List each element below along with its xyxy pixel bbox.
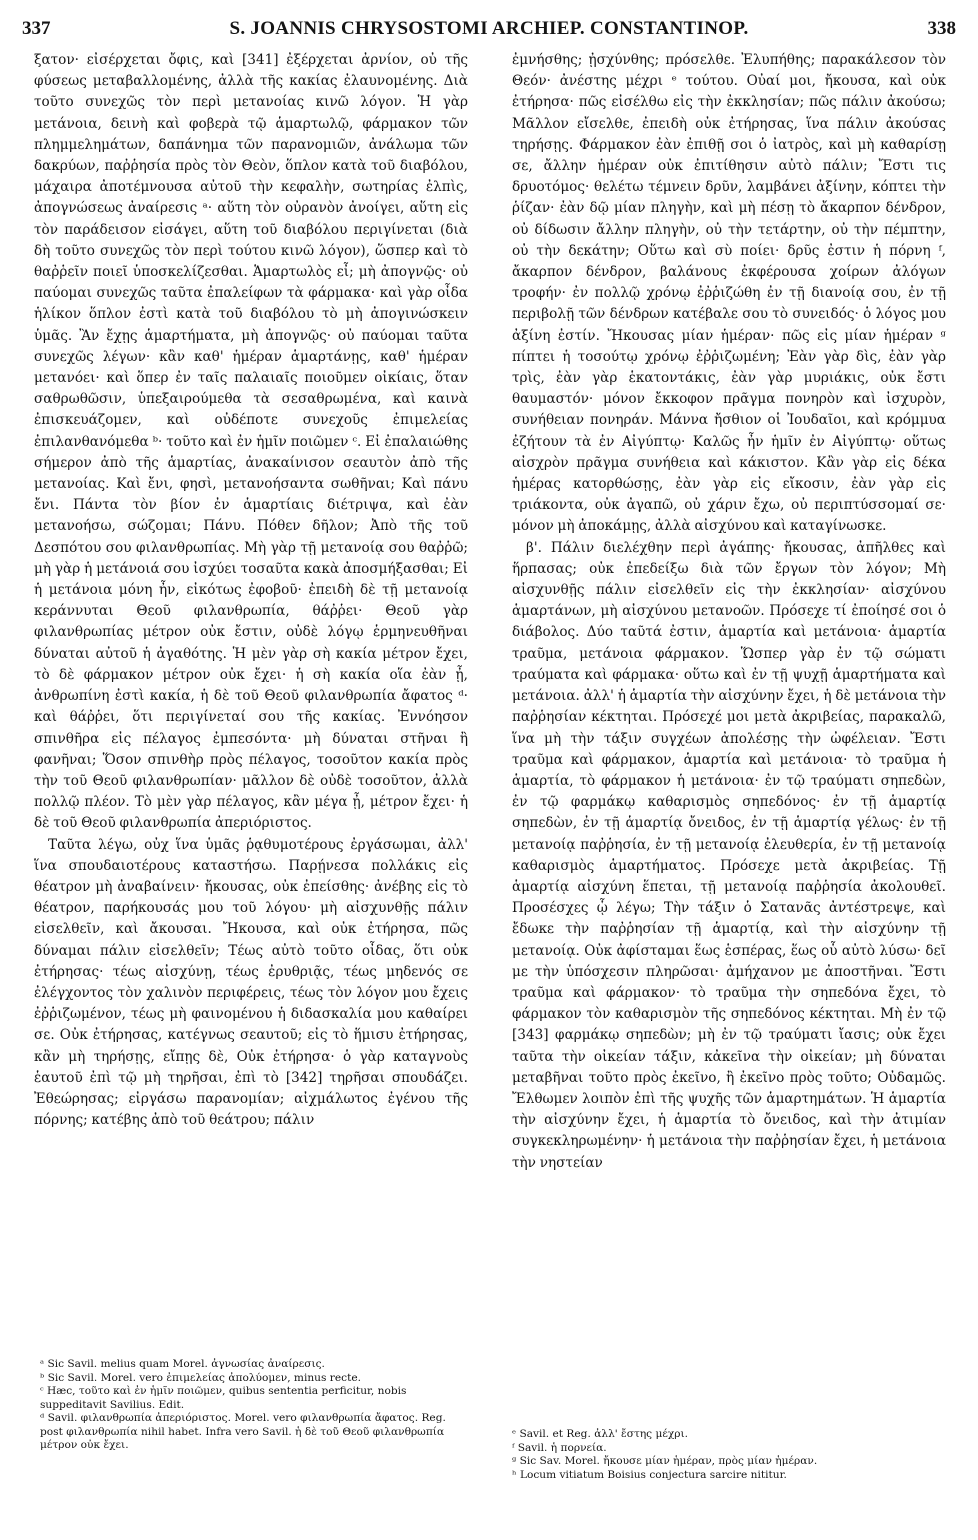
left-paragraph-2: Ταῦτα λέγω, οὐχ ἵνα ὑμᾶς ῥᾳθυμοτέρους ἐργάσωμαι, ἀλλ' ἵνα σπουδαιοτέρους καταστήσω. Παρῄνεσα πολλάκις εἰς θέατρον μὴ ἀναβαίνειν· ἤκουσας, οὐκ ἐπείσθης· ἀνέβης εἰς τὸ θέατρον, παρήκουσάς μου τοῦ λόγου· μὴ αἰσχυνθῇς πάλιν εἰσελθεῖν, καὶ ἄκουσαι. Ἤκουσα, καὶ οὐκ ἐτήρησα, πῶς δύναμαι πάλιν εἰσελθεῖν; Τέως αὐτὸ τοῦτο οἶδας, ὅτι οὐκ ἐτήρησας· τέως αἰσχύνῃ, τέως ἐρυθριᾷς, τέως μηδενός σε ἐλέγχοντος τὸν χαλινὸν περιφέρεις, τέως τὸν λόγον μου ἔχεις ἐῤῥιζωμένον, τέως μὴ φαινομένου ἡ διδασκαλία μου καθαίρει σε. Οὐκ ἐτήρησας, κατέγνως σεαυτοῦ; εἰς τὸ ἥμισυ ἐτήρησας, κἂν μὴ τηρήσῃς, εἴπῃς δὲ, Οὐκ ἐτήρησα· ὁ γὰρ καταγνοὺς ἑαυτοῦ ἐπὶ τῷ μὴ τηρῆσαι, ἐπὶ τὸ [342] τηρῆσαι σπουδάζει. Ἐθεώρησας; εἰργάσω παρανομίαν; αἰχμάλωτος ἐγένου τῆς πόρνης; κατέβης ἀπὸ τοῦ θεάτρου; πάλιν — [34, 836, 468, 1129]
right-footnotes — [512, 1428, 942, 1482]
footnote-g: ᵍ Sic Sav. Morel. ἤκουσε μίαν ἡμέραν, πρὸς μίαν ἡμέραν. — [512, 1455, 818, 1467]
footnote-e: ᵉ Savil. et Reg. ἀλλ' ἔστης μέχρι. — [512, 1428, 689, 1440]
left-page-number: 337 — [22, 18, 51, 39]
footnote-a: ᵃ Sic Savil. melius quam Morel. ἀγνωσίας ἀναίρεσις. — [40, 1358, 325, 1370]
footnote-f: ᶠ Savil. ἡ πορνεία. — [512, 1441, 607, 1454]
right-paragraph-1: ἐμνήσθης; ᾐσχύνθης; πρόσελθε. Ἐλυπήθης; παρακάλεσον τὸν Θεόν· ἀνέστης μέχρι ᵉ τούτου. Οὐαί μοι, ἤκουσα, καὶ οὐκ ἐτήρησα· πῶς εἰσέλθω εἰς τὴν ἐκκλησίαν; πῶς πάλιν ἀκούσω; Μᾶλλον εἴσελθε, ἐπειδὴ οὐκ ἐτήρησας, ἵνα πάλιν ἀκούσας τηρήσῃς. Φάρμακον ἐὰν ἐπιθῇ σοι ὁ ἰατρὸς, καὶ μὴ καθαρίσῃ σε, ἄλλην ἡμέραν οὐκ ἐπιτίθησιν αὐτὸ πάλιν; Ἔστι τις δρυοτόμος· θελέτω τέμνειν δρῦν, λαμβάνει ἀξίνην, κόπτει τὴν ῥίζαν· ἐὰν δῷ μίαν πληγὴν, καὶ μὴ πέσῃ τὸ ἄκαρπον δένδρον, οὐ δίδωσιν ἄλλην πληγὴν, οὐ τὴν τετάρτην, οὐ τὴν πέμπτην, οὐ τὴν δεκάτην; Οὕτω καὶ σὺ ποίει· δρῦς ἐστιν ἡ πόρνη ᶠ, ἄκαρπον δένδρον, βαλάνους ἐκφέρουσα χοίρων ἀλόγων τροφήν· ἐν πολλῷ χρόνῳ ἐῤῥιζώθη ἐν τῇ διανοίᾳ σου, ἐν τῇ περιβολῇ τῶν δένδρων κατέβαλε σου τὸ συνειδός· ὁ λόγος μου ἀξίνη ἐστίν. Ἤκουσας μίαν ἡμέραν· πῶς εἰς μίαν ἡμέραν ᵍ πίπτει ἡ τοσούτῳ χρόνῳ ἐῤῥιζωμένη; Ἐὰν γὰρ δὶς, ἐὰν γὰρ τρὶς, ἐὰν γὰρ ἑκατοντάκις, ἐὰν γὰρ μυριάκις, οὐκ ἔστι θαυμαστόν· μόνον ἔκκοφον πρᾶγμα πονηρὸν καὶ ἰσχυρὸν, συνήθειαν πονηράν. Μάννα ἤσθιον οἱ Ἰουδαῖοι, καὶ κρόμμυα ἐζήτουν τὰ ἐν Αἰγύπτῳ· Καλῶς ἦν ἡμῖν ἐν Αἰγύπτῳ· οὕτως αἰσχρὸν πρᾶγμα συνήθεια καὶ κάκιστον. Κἂν γὰρ εἰς δέκα ἡμέρας κατορθώσῃς, ἐὰν γὰρ εἰς εἴκοσιν, ἐὰν γὰρ εἰς τριάκοντα, οὐκ ἀγαπῶ, οὐ χάριν ἔχω, οὐ περιπτύσσομαί σε· μόνον μὴ ἀποκάμῃς, ἀλλὰ αἰσχύνου καὶ καταγίνωσκε. — [512, 52, 946, 535]
footnote-b: ᵇ Sic Savil. Morel. vero ἐπιμελείας ἀπολύομεν, minus recte. — [40, 1371, 361, 1384]
footnote-h: ʰ Locum vitiatum Boisius conjectura sarcire nititur. — [512, 1468, 787, 1481]
right-page-number: 338 — [927, 18, 956, 39]
left-text-column — [34, 50, 468, 1131]
right-text-column — [512, 50, 946, 1174]
left-paragraph-1: ξατον· εἰσέρχεται ὄφις, καὶ [341] ἐξέρχεται ἀρνίον, οὐ τῆς φύσεως μεταβαλλομένης, ἀλλὰ τῆς κακίας ἐλαυνομένης. Διὰ τοῦτο συνεχῶς τὸν περὶ μετανοίας κινῶ λόγον. Ἡ γὰρ μετάνοια, δεινὴ καὶ φοβερὰ τῷ ἁμαρτωλῷ, φάρμακον τῶν πλημμελημάτων, δαπάνημα τῶν παρανομιῶν, ἀνάλωμα τῶν δακρύων, παῤῥησία πρὸς τὸν Θεὸν, ὅπλον κατὰ τοῦ διαβόλου, μάχαιρα ἀποτέμνουσα αὐτοῦ τὴν κεφαλὴν, σωτηρίας ἐλπὶς, ἀπογνώσεως ἀναίρεσις ᵃ· αὕτη τὸν οὐρανὸν ἀνοίγει, αὕτη εἰς τὸν παράδεισον εἰσάγει, αὕτη τοῦ διαβόλου περιγίνεται (διὰ δὴ τοῦτο συνεχῶς τὸν περὶ τούτου κινῶ λόγον), ὥσπερ καὶ τὸ θαῤῥεῖν ποιεῖ ὑποσκελίζεσθαι. Ἁμαρτωλὸς εἶ; μὴ ἀπογνῷς· οὐ παύομαι συνεχῶς ταῦτα ἐπαλείφων τὰ φάρμακα· καὶ γὰρ οἶδα ἡλίκον ὅπλον ἐστὶ κατὰ τοῦ διαβόλου τὸ μὴ ἀπογινώσκειν ὑμᾶς. Ἂν ἔχῃς ἁμαρτήματα, μὴ ἀπογνῷς· οὐ παύομαι ταῦτα συνεχῶς λέγων· κἂν καθ' ἡμέραν ἁμαρτάνῃς, καθ' ἡμέραν μετανόει· καὶ ὅπερ ἐν ταῖς παλαιαῖς ποιοῦμεν οἰκίαις, ὅταν σαθρωθῶσιν, ὑπεξαιρούμεθα τὰ σεσαθρωμένα, καὶ καινὰ ἐπισκευάζομεν, καὶ οὐδέποτε συνεχοῦς ἐπιμελείας ἐπιλανθανόμεθα ᵇ· τοῦτο καὶ ἐν ἡμῖν ποιῶμεν ᶜ. Εἰ ἐπαλαιώθης σήμερον ἀπὸ τῆς ἁμαρτίας, ἀνακαίνισον σεαυτὸν ἀπὸ τῆς μετανοίας. Καὶ ἔνι, φησὶ, μετανοήσαντα σωθῆναι; Καὶ πάνυ ἔνι. Πάντα τὸν βίον ἐν ἁμαρτίαις διέτριψα, καὶ ἐὰν μετανοήσω, σώζομαι; Πάνυ. Πόθεν δῆλον; Ἀπὸ τῆς τοῦ Δεσπότου σου φιλανθρωπίας. Μὴ γὰρ τῇ μετανοίᾳ σου θαῤῥῶ; μὴ γὰρ ἡ μετάνοιά σου ἰσχύει τοσαῦτα κακὰ ἀποσμήξασθαι; Εἰ ἡ μετάνοια μόνη ἦν, εἰκότως ἐφοβοῦ· ἐπειδὴ δὲ τῇ μετανοίᾳ κεράννυται Θεοῦ φιλανθρωπία, θάῤῥει· Θεοῦ γὰρ φιλανθρωπίας μέτρον οὐκ ἔστιν, οὐδὲ λόγῳ ἑρμηνευθῆναι δύναται αὐτοῦ ἡ ἀγαθότης. Ἡ μὲν γὰρ σὴ κακία μέτρον ἔχει, τὸ δὲ φάρμακον μέτρον οὐκ ἔχει· ἡ σὴ κακία οἵα ἐὰν ᾖ, ἀνθρωπίνη ἐστὶ κακία, ἡ δὲ τοῦ Θεοῦ φιλανθρωπία ἄφατος ᵈ· καὶ θάῤῥει, ὅτι περιγίνεταί σου τῆς κακίας. Ἐννόησον σπινθῆρα εἰς πέλαγος ἐμπεσόντα· μὴ δύναται στῆναι ἢ φανῆναι; Ὅσον σπινθὴρ πρὸς πέλαγος, τοσοῦτον κακία πρὸς τὴν τοῦ Θεοῦ φιλανθρωπίαν· μᾶλλον δὲ οὐδὲ τοσοῦτον, ἀλλὰ πολλῷ πλέον. Τὸ μὲν γὰρ πέλαγος, κἂν μέγα ᾖ, μέτρον ἔχει· ἡ δὲ τοῦ Θεοῦ φιλανθρωπία ἀπεριόριστος. — [34, 52, 468, 832]
right-paragraph-2: β'. Πάλιν διελέχθην περὶ ἀγάπης· ἤκουσας, ἀπῆλθες καὶ ἥρπασας; οὐκ ἐπεδείξω διὰ τῶν ἔργων τὸν λόγον; Μὴ αἰσχυνθῇς πάλιν εἰσελθεῖν εἰς τὴν ἐκκλησίαν· αἰσχύνου ἁμαρτάνων, μὴ αἰσχύνου μετανοῶν. Πρόσεχε τί ἐποίησέ σοι ὁ διάβολος. Δύο ταῦτά ἐστιν, ἁμαρτία καὶ μετάνοια· ἁμαρτία τραῦμα, μετάνοια φάρμακον. Ὥσπερ γὰρ ἐν τῷ σώματι τραύματα καὶ φάρμακα· οὕτω καὶ ἐν τῇ ψυχῇ ἁμαρτήματα καὶ μετάνοια. ἀλλ' ἡ ἁμαρτία τὴν αἰσχύνην ἔχει, ἡ δὲ μετάνοια τὴν παῤῥησίαν κέκτηται. Πρόσεχέ μοι μετὰ ἀκριβείας, παρακαλῶ, ἵνα μὴ τὴν τάξιν συγχέων ἀπολέσῃς τὴν ὠφέλειαν. Ἔστι τραῦμα καὶ φάρμακον, ἁμαρτία καὶ μετάνοια· τὸ τραῦμα ἡ ἁμαρτία, τὸ φάρμακον ἡ μετάνοια· ἐν τῷ τραύματι σηπεδὼν, ἐν τῷ φαρμάκῳ καθαρισμὸς σηπεδόνος· ἐν τῇ ἁμαρτίᾳ σηπεδὼν, ἐν τῇ ἁμαρτίᾳ ὄνειδος, ἐν τῇ ἁμαρτίᾳ γέλως· ἐν τῇ μετανοίᾳ παῤῥησία, ἐν τῇ μετανοίᾳ ἐλευθερία, ἐν τῇ μετανοίᾳ καθαρισμὸς ἁμαρτήματος. Πρόσεχε μετὰ ἀκριβείας. Τῇ ἁμαρτίᾳ αἰσχύνη ἕπεται, τῇ μετανοίᾳ παῤῥησία ἀκολουθεῖ. Προσέσχες ᾧ λέγω; Τὴν τάξιν ὁ Σατανᾶς ἀντέστρεψε, καὶ ἔδωκε τὴν παῤῥησίαν τῇ ἁμαρτίᾳ, καὶ τὴν αἰσχύνην τῇ μετανοίᾳ. Οὐκ ἀφίσταμαι ἕως ἑσπέρας, ἕως οὗ αὐτὸ λύσω· δεῖ με τὴν ὑπόσχεσιν πληρῶσαι· ἀμήχανον με ἀποστῆναι. Ἔστι τραῦμα καὶ φάρμακον· τὸ τραῦμα τὴν σηπεδόνα ἔχει, τὸ φάρμακον τὸν καθαρισμὸν τῆς σηπεδόνος κέκτηται. Μὴ ἐν τῷ [343] φαρμάκῳ σηπεδὼν; μὴ ἐν τῷ τραύματι ἴασις; οὐκ ἔχει ταῦτα τὴν οἰκείαν τάξιν, κἀκεῖνα τὴν οἰκείαν; μὴ δύναται μεταβῆναι τοῦτο πρὸς ἐκεῖνο, ἢ ἐκεῖνο πρὸς τοῦτο; Οὐδαμῶς. Ἔλθωμεν λοιπὸν ἐπὶ τῆς ψυχῆς τῶν ἁμαρτημάτων. Ἡ ἁμαρτία τὴν αἰσχύνην ἔχει, ἡ ἁμαρτία τὸ ὄνειδος, καὶ τὴν ἀτιμίαν συγκεκληρωμένην· ἡ μετάνοια τὴν παῤῥησίαν ἔχει, ἡ μετάνοια τὴν νηστείαν — [512, 539, 946, 1171]
running-header — [22, 18, 956, 46]
running-title: S. JOANNIS CHRYSOSTOMI ARCHIEP. CONSTANTINOP. — [229, 18, 749, 39]
left-footnotes — [40, 1358, 470, 1453]
footnote-d: ᵈ Savil. φιλανθρωπία ἀπεριόριστος. Morel. vero φιλανθρωπία ἄφατος. Reg. post φιλανθρωπία nihil habet. Infra vero Savil. ἡ δὲ τοῦ Θεοῦ φιλανθρωπία μέτρον οὐκ ἔχει. — [40, 1412, 446, 1451]
footnote-c: ᶜ Hæc, τοῦτο καὶ ἐν ἡμῖν ποιῶμεν, quibus sententia perficitur, nobis suppeditavit Savilius. Edit. — [40, 1385, 407, 1411]
